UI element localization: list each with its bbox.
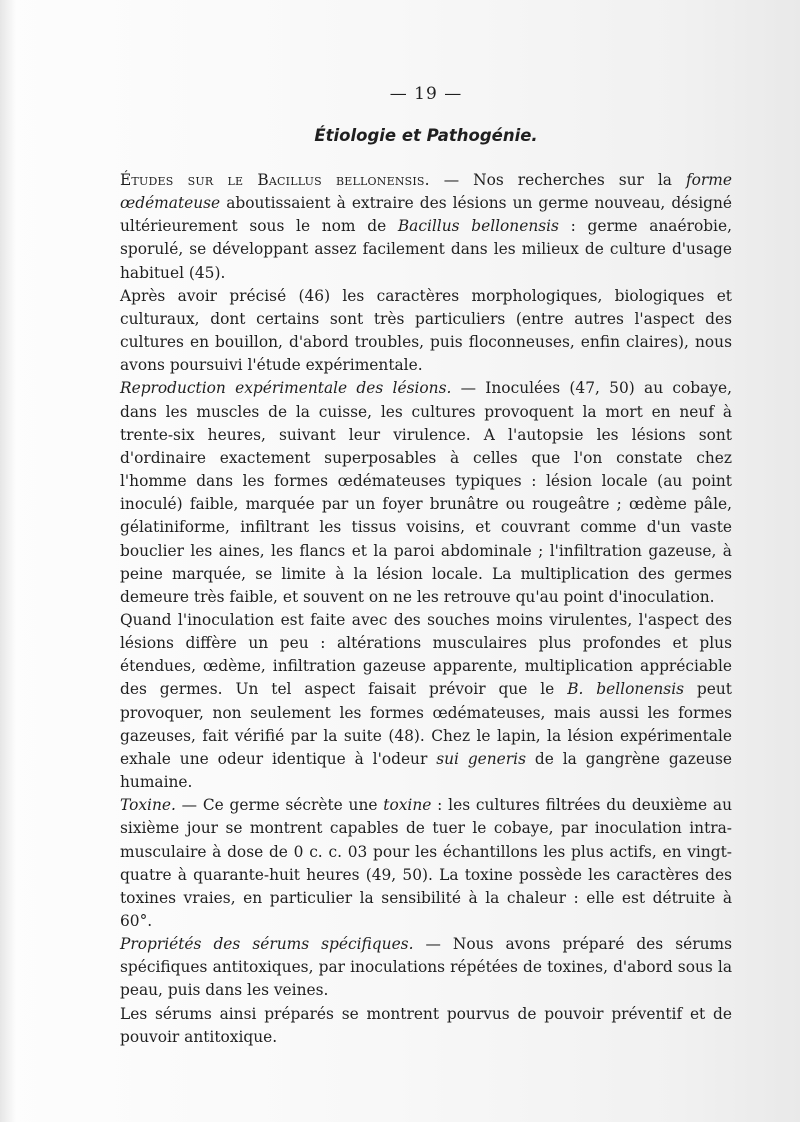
page-number: — 19 — bbox=[389, 84, 463, 104]
paragraph-4-text-2: peut provoquer, non seulement les formes œdémateuses, mais aussi les formes gazeuses, fait vérifié par la suite (48). Chez le lapin, la lésion expérimentale exhale une odeur identique à l'odeur bbox=[120, 680, 732, 768]
paragraph-5-italic-2: toxine bbox=[383, 796, 432, 815]
paragraph-1-italic-1: forme œdémateuse bbox=[120, 171, 732, 213]
paragraph-4-italic-1: B. bellonensis bbox=[567, 680, 685, 699]
paragraph-4-text-1: Quand l'inoculation est faite avec des souches moins virulentes, l'aspect des lésions diffère un peu : altérations musculaires plus profondes et plus étendues, œdème, infiltration gazeuse apparente, multiplication appréciable des germes. Un tel aspect faisait prévoir que le bbox=[120, 610, 732, 699]
paragraph-1-text-1: — Nos recherches sur la bbox=[429, 171, 686, 189]
section-title: Étiologie et Pathogénie. bbox=[314, 126, 538, 145]
paragraph-7-text-1: Les sérums ainsi préparés se montrent pourvus de pouvoir préventif et de pouvoir antitoxique. bbox=[120, 1004, 732, 1046]
paragraph-6-text-1: — Nous avons préparé des sérums spécifiques antitoxiques, par inoculations répétées de toxines, d'abord sous la peau, puis dans les veines. bbox=[120, 935, 732, 1000]
scan-left-edge bbox=[0, 0, 16, 1122]
body-text bbox=[120, 169, 732, 1049]
paragraph-1-text-2: aboutissaient à extraire des lésions un germe nouveau, désigné ultérieurement sous le nom de bbox=[120, 194, 732, 236]
paragraph-4-italic-2: sui generis bbox=[436, 749, 526, 768]
paragraph-1 bbox=[120, 169, 732, 285]
paragraph-2 bbox=[120, 285, 732, 378]
paragraph-6-italic-1: Propriétés des sérums spécifiques. bbox=[120, 935, 414, 954]
paragraph-1-italic-2: Bacillus bellonensis bbox=[397, 217, 559, 236]
paragraph-1-text-3: : germe anaérobie, sporulé, se développant assez facilement dans les milieux de culture d'usage habituel (45). bbox=[120, 217, 732, 282]
paragraph-5-text-2: : les cultures filtrées du deuxième au sixième jour se montrent capables de tuer le cobaye, par inoculation intra-musculaire à dose de 0 c. c. 03 pour les échantillons les plus actifs, en vingt-quatre à quarante-huit heures (49, 50). La toxine possède les caractères des toxines vraies, en particulier la sensibilité à la chaleur : elle est détruite à 60°. bbox=[120, 796, 732, 930]
paragraph-6 bbox=[120, 933, 732, 1002]
paragraph-5-italic-1: Toxine. bbox=[120, 796, 176, 815]
paragraph-1-lead: Études sur le Bacillus bellonensis. bbox=[120, 171, 430, 189]
document-page bbox=[120, 80, 732, 1049]
paragraph-7 bbox=[120, 1003, 732, 1049]
paragraph-4-text-3: de la gangrène gazeuse humaine. bbox=[120, 749, 732, 792]
paragraph-5-text-1: — Ce germe sécrète une bbox=[175, 796, 384, 815]
paragraph-3-text-1: — Inoculées (47, 50) au cobaye, dans les muscles de la cuisse, les cultures provoquent la mort en neuf à trente-six heures, suivant leur virulence. A l'autopsie les lésions sont d'ordinaire exactement superposables à celles que l'on constate chez l'homme dans les formes œdémateuses typiques : lésion locale (au point inoculé) faible, marquée par un foyer brunâtre ou rougeâtre ; œdème pâle, gélatiniforme, infiltrant les tissus voisins, et couvrant comme d'un vaste bouclier les aines, les flancs et la paroi abdominale ; l'infiltration gazeuse, à peine marquée, se limite à la lésion locale. La multiplication des germes demeure très faible, et souvent on ne les retrouve qu'au point d'inoculation. bbox=[120, 379, 732, 606]
paragraph-3-italic-1: Reproduction expérimentale des lésions. bbox=[120, 379, 452, 398]
paragraph-2-text-1: Après avoir précisé (46) les caractères morphologiques, biologiques et culturaux, dont certains sont très particuliers (entre autres l'aspect des cultures en bouillon, d'abord troubles, puis floconneuses, enfin claires), nous avons poursuivi l'étude expérimentale. bbox=[120, 286, 732, 375]
paragraph-3 bbox=[120, 377, 732, 609]
paragraph-5 bbox=[120, 794, 732, 933]
paragraph-4 bbox=[120, 609, 732, 794]
